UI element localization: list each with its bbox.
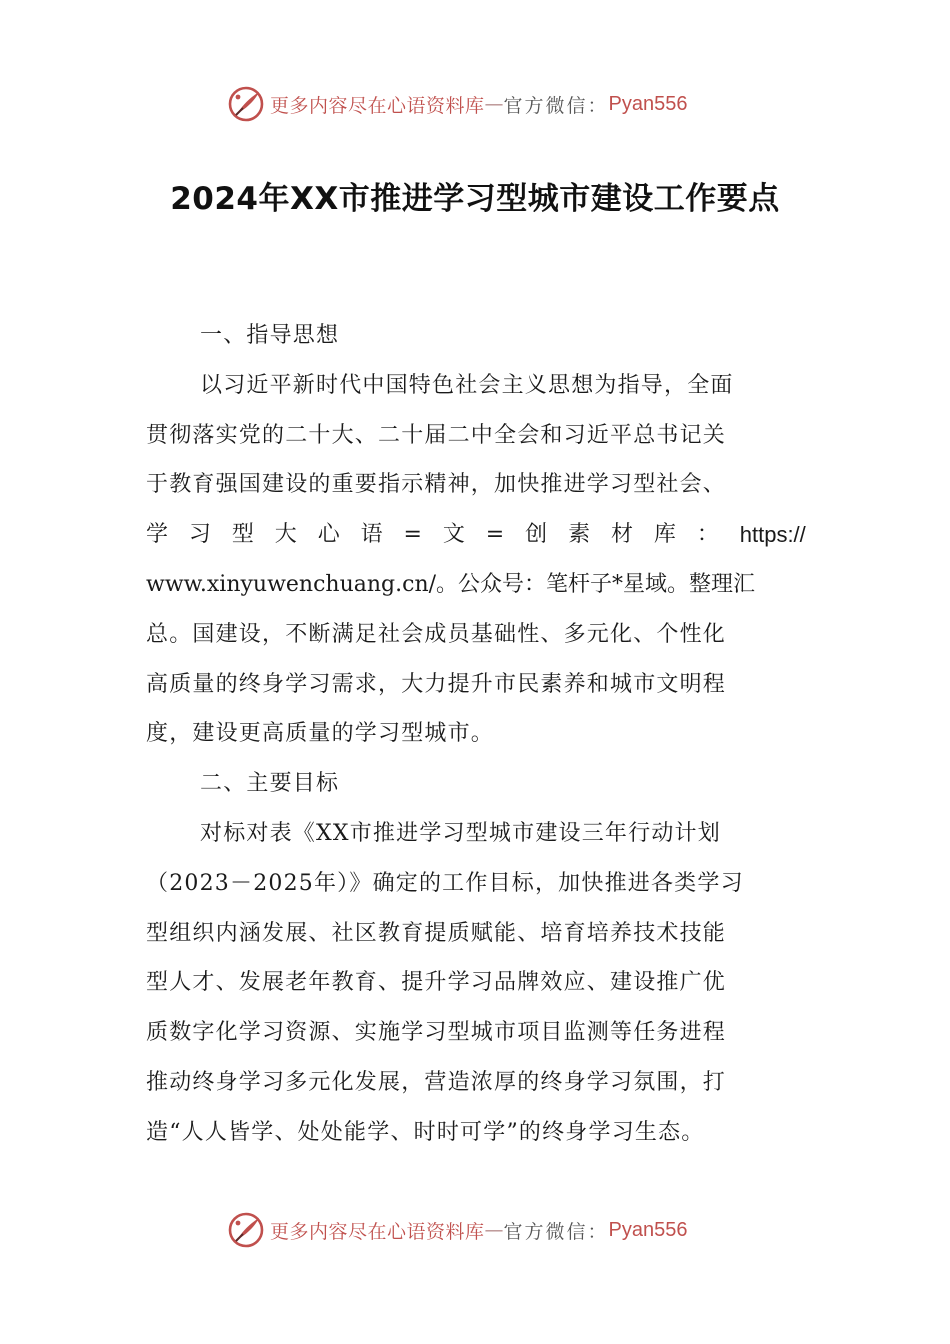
quill-logo-icon bbox=[226, 1210, 266, 1250]
paragraph-line: 质数字化学习资源、实施学习型城市项目监测等任务进程 bbox=[146, 1020, 727, 1046]
paragraph-line: 高质量的终身学习需求，大力提升市民素养和城市文明程 bbox=[146, 671, 727, 697]
glyph: 语 bbox=[360, 522, 383, 548]
glyph: 素 bbox=[568, 522, 591, 548]
glyph: 学 bbox=[146, 522, 169, 548]
header-watermark bbox=[226, 82, 688, 126]
paragraph-line: 以习近平新时代中国特色社会主义思想为指导，全面 bbox=[200, 372, 734, 398]
watermark-wechat-id: Pyan556 bbox=[608, 92, 688, 115]
paragraph-line: 造“人人皆学、处处能学、时时可学”的终身学习生态。 bbox=[146, 1119, 705, 1145]
paragraph-line: 型组织内涵发展、社区教育提质赋能、培育培养技术技能 bbox=[146, 920, 727, 946]
section-heading-main-goals: 二、主要目标 bbox=[200, 771, 340, 797]
paragraph-line: 贯彻落实党的二十大、二十届二中全会和习近平总书记关 bbox=[146, 422, 727, 448]
glyph: 心 bbox=[317, 522, 340, 548]
glyph: 习 bbox=[188, 522, 211, 548]
watermark-dash: — bbox=[484, 1219, 504, 1241]
glyph: 库 bbox=[653, 522, 676, 548]
glyph: 创 bbox=[525, 522, 548, 548]
glyph: 材 bbox=[610, 522, 633, 548]
paragraph-line: 推动终身学习多元化发展，营造浓厚的终身学习氛围，打 bbox=[146, 1069, 727, 1095]
watermark-official-label: 官方微信： bbox=[503, 94, 609, 117]
watermark-dash: — bbox=[484, 93, 504, 115]
glyph: = bbox=[403, 522, 422, 548]
paragraph-line: （2023－2025年）》确定的工作目标，加快推进各类学习 bbox=[146, 870, 744, 896]
footer-watermark bbox=[226, 1208, 688, 1252]
section-heading-guiding-ideology: 一、指导思想 bbox=[200, 323, 340, 348]
paragraph-line: 对标对表《XX市推进学习型城市建设三年行动计划 bbox=[200, 820, 721, 846]
paragraph-line: 型人才、发展老年教育、提升学习品牌效应、建设推广优 bbox=[146, 970, 727, 996]
quill-logo-icon bbox=[226, 84, 266, 124]
paragraph-line: 度，建设更高质量的学习型城市。 bbox=[146, 721, 495, 747]
watermark-wechat-id: Pyan556 bbox=[608, 1218, 688, 1241]
watermark-site-text: 更多内容尽在心语资料库 bbox=[270, 1220, 485, 1243]
url-fragment: https:// bbox=[739, 522, 806, 548]
glyph: 大 bbox=[274, 522, 297, 548]
paragraph-line: www.xinyuwenchuang.cn/。公众号：笔杆子*星域。整理汇 bbox=[146, 571, 756, 597]
glyph: = bbox=[485, 522, 505, 548]
paragraph-line: 于教育强国建设的重要指示精神，加快推进学习型社会、 bbox=[146, 472, 727, 498]
glyph: ： bbox=[696, 522, 719, 548]
document-body bbox=[146, 311, 806, 1158]
document-title: 2024年XX市推进学习型城市建设工作要点 bbox=[170, 181, 780, 217]
watermark-site-text: 更多内容尽在心语资料库 bbox=[270, 94, 485, 117]
glyph: 文 bbox=[442, 522, 465, 548]
paragraph-line-justified bbox=[146, 510, 806, 560]
watermark-official-label: 官方微信： bbox=[503, 1220, 609, 1243]
glyph: 型 bbox=[231, 522, 254, 548]
paragraph-line: 总。国建设，不断满足社会成员基础性、多元化、个性化 bbox=[146, 621, 727, 647]
